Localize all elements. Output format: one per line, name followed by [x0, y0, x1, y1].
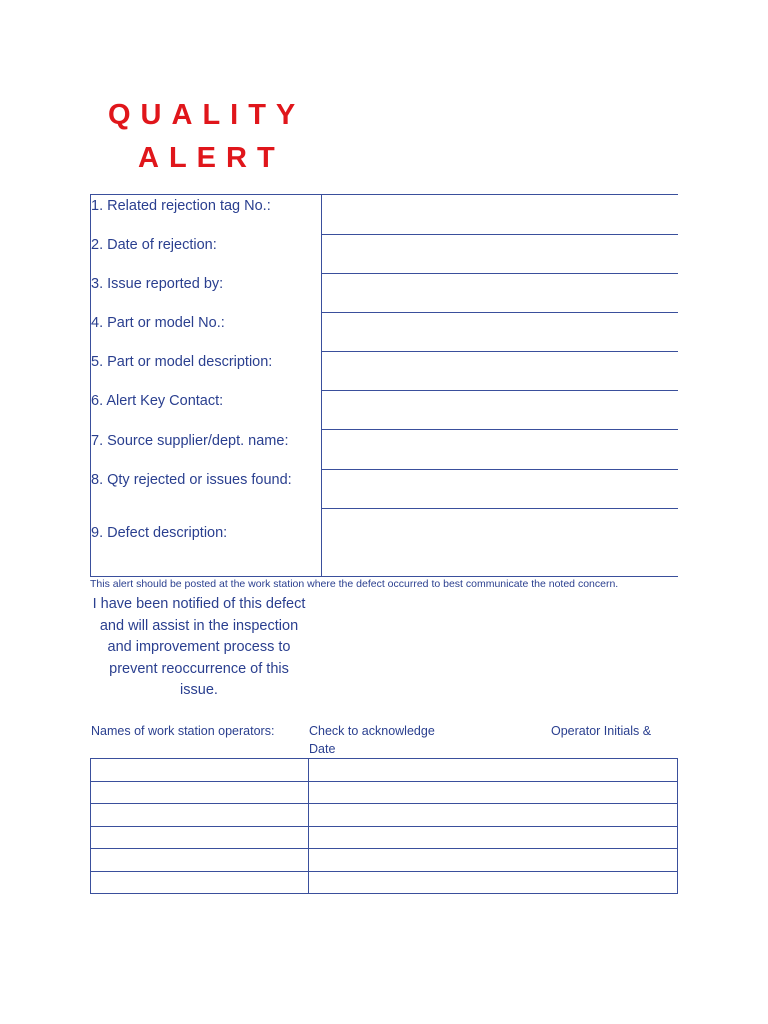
operator-name-cell[interactable] — [91, 826, 309, 849]
table-row — [91, 849, 678, 872]
acknowledge-cell[interactable] — [308, 871, 677, 894]
label-defect-description: 9. Defect description: — [91, 525, 228, 541]
header-operator-names: Names of work station operators: — [91, 724, 275, 738]
acknowledge-cell[interactable] — [308, 849, 677, 872]
label-part-model-no: 4. Part or model No.: — [91, 315, 225, 331]
document-title — [108, 94, 305, 180]
table-row — [91, 759, 678, 782]
header-operator-initials: Operator Initials & — [551, 724, 652, 738]
input-issue-reported-by[interactable] — [322, 274, 678, 313]
header-check-acknowledge: Check to acknowledge — [309, 724, 435, 738]
operator-name-cell[interactable] — [91, 871, 309, 894]
operator-name-cell[interactable] — [91, 759, 309, 782]
input-part-model-description[interactable] — [322, 352, 678, 391]
input-defect-description[interactable] — [322, 509, 678, 576]
title-line-alert: ALERT — [138, 142, 285, 174]
input-rejection-tag[interactable] — [322, 195, 678, 235]
table-row — [91, 826, 678, 849]
operator-name-cell[interactable] — [91, 849, 309, 872]
alert-form — [90, 194, 678, 577]
acknowledge-cell[interactable] — [308, 781, 677, 804]
label-part-model-description: 5. Part or model description: — [91, 354, 273, 370]
operator-name-cell[interactable] — [91, 804, 309, 827]
table-row — [91, 804, 678, 827]
label-qty-rejected: 8. Qty rejected or issues found: — [91, 472, 292, 488]
input-date-of-rejection[interactable] — [322, 235, 678, 274]
acknowledge-cell[interactable] — [308, 826, 677, 849]
input-qty-rejected[interactable] — [322, 470, 678, 509]
operator-name-cell[interactable] — [91, 781, 309, 804]
table-row — [91, 781, 678, 804]
input-source-supplier[interactable] — [322, 430, 678, 470]
label-issue-reported-by: 3. Issue reported by: — [91, 276, 224, 292]
label-date-of-rejection: 2. Date of rejection: — [91, 237, 217, 253]
acknowledgement-statement: I have been notified of this defect and will assist in the inspection and improvement process to prevent reoccurrence of this issue. — [92, 596, 306, 698]
posting-note: This alert should be posted at the work station where the defect occurred to best communicate the noted concern. — [90, 578, 619, 590]
label-alert-key-contact: 6. Alert Key Contact: — [91, 393, 224, 409]
input-part-model-no[interactable] — [322, 313, 678, 352]
title-line-quality: QUALITY — [108, 99, 306, 131]
operator-table — [90, 758, 678, 894]
acknowledge-cell[interactable] — [308, 759, 677, 782]
input-alert-key-contact[interactable] — [322, 391, 678, 430]
table-row — [91, 871, 678, 894]
header-operator-date: Date — [309, 742, 336, 756]
label-source-supplier: 7. Source supplier/dept. name: — [91, 433, 289, 449]
acknowledge-cell[interactable] — [308, 804, 677, 827]
label-rejection-tag: 1. Related rejection tag No.: — [91, 198, 271, 214]
